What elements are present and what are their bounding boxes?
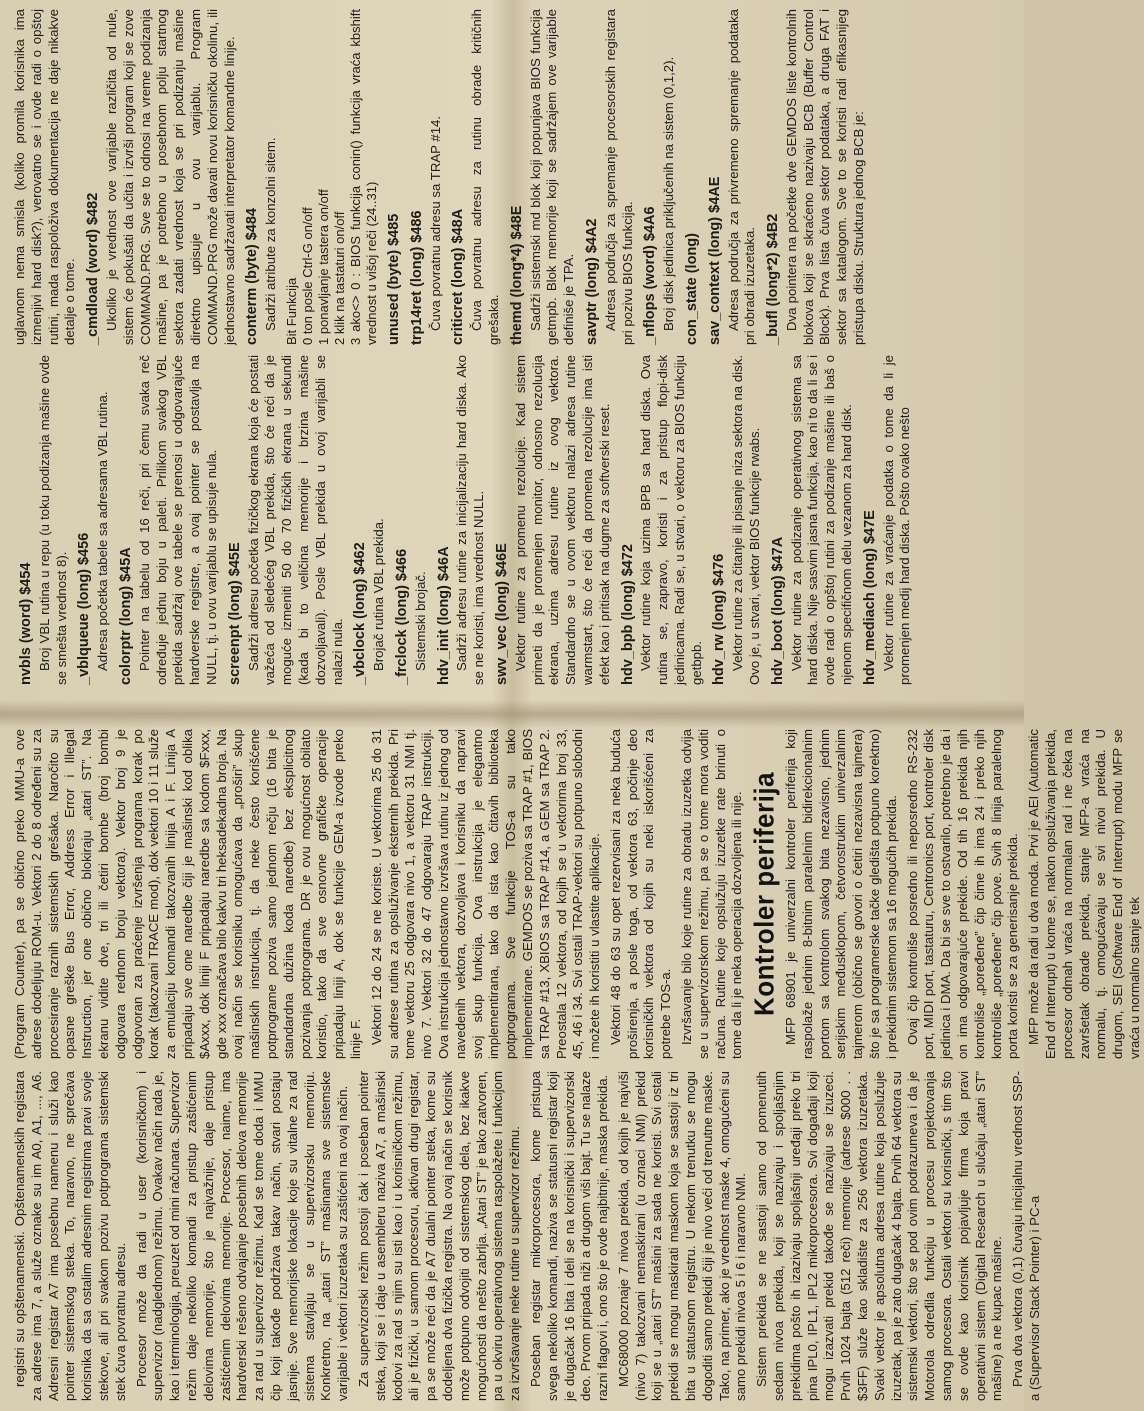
variable-heading: nvbls (word) $454: [18, 562, 34, 685]
variable-heading: _nflops (word) $4A6: [642, 206, 659, 345]
body-paragraph: Ovaj čip kontroliše posredno ili neposredno RS-232 port, MIDI port, tastaturu, Centronics port, kontroler disk jedinica i DMA. Da bi se sve to ostvarilo, potrebno je da i on ima odgovarajuće prekide. Od tih 16 prekida njih kontroliše „poređene” čip čime ih ima 24 i preko njih kontroliše „poređene” čip pove. Svih 8 linija paralelnog porta koristi se za generisanje prekida.: [904, 729, 1021, 1059]
body-paragraph: Vektor rutine za vraćanje podatka o tome da li je promenjen medij hard diska. Pošto ovako nešto: [880, 355, 913, 685]
variable-heading: themd (long*4) $48E: [508, 205, 525, 345]
variable-heading: hdv_bpb (long) $472: [619, 544, 636, 685]
body-paragraph: Prva dva vektora (0,1) čuvaju inicijalnu vrednost SSP-a (Supervisor Stack Pointer) i PC-a: [1010, 1071, 1043, 1401]
body-paragraph: Sadrži adresu početka fizičkog ekrana koja će postati važeća od sledećeg VBL prekida, što će reći da je moguće izmeniti 50 do 70 fizičkih ekrana u sekundi (kada bi to veličina memorije i brzina mašine dozvoljavali). Posle VBL prekida u ovoj varijabli se nalazi nula.: [245, 355, 345, 685]
body-paragraph: Adresa područja za spremanje procesorskih registara pri pozivu BIOS funkcija.: [602, 9, 635, 345]
body-paragraph: Čuva povratnu adresu za rutinu obrade kritičnih grešaka.: [469, 9, 501, 345]
body-paragraph: Sistemski brojač.: [412, 571, 428, 671]
body-paragraph: (Program Counter), pa se obično preko MMU-a ove adrese dodeljuju ROM-u. Vektori 2 do 8 određeni su za procesiranje raznih sistemskih grešaka. Naročito su opasne greške Bus Error, Address Error i Illegal Instruction, jer one obično blokiraju „atari ST”. Na ekranu vidite dve, tri ili četiri bombe (broj bombi odgovara rednom broju vektora). Vektor broj 9 je odgovoran za praćenje izvršenja programa korak po korak (takozvani TRACE mod), dok vektori 10 i 11 služe za emulaciju komandi takozvanih linija A i F. Linija A pripadaju sve one naredbe čiji je mašinski kod oblika $Axxx, dok liniji F pripadaju naredbe sa kodom $Fxxx, gde xxx označava bilo kakvu tri heksadekadna broja. Na ovaj način se korisniku omogućava da „proširi” skup mašinskih instrukcija, tj. da neke često korišćene potprograme poziva samo jednom rečju (16 bita je standardna dužina koda naredbe) bez eksplicitnog pozivanja potprograma. DR je ovu mogućnost obilato koristio, tako da sve osnovne grafičke operacije pripadaju liniji A, dok se funkcije GEM-a izvode preko linije F.: [12, 729, 363, 1059]
body-paragraph: Izvršavanje bilo koje rutine za obradu izuzetka odvija se u supervizorskom režimu, pa se o tome mora voditi računa. Rutine koje opslužuju izuzetke rate brinuti o tome da li je neka operacija dozvoljena ili nije.: [679, 729, 745, 1059]
variable-heading: _vbclock (long) $462: [352, 542, 369, 685]
body-paragraph: Dva pointera na početke dve GEMDOS liste kontrolnih blokova koji se skraćeno nazivaju BCB (Buffer Control Block). Prva lista čuva sektor podataka, a druga FAT i sektor sa katalogom. Sve to se koristi radi efikasnijeg pristupa disku. Struktura jednog BCB je:: [783, 9, 867, 345]
body-paragraph: Pointer na tabelu od 16 reči, pri čemu svaka reč određuje jednu boju u paleti. Prilikom svakog VBL prekida sadržaj ove tabele se prenosi u odgovarajuće hardverske registre, a ovaj pointer se postavlja na NULL, tj. u ovu varijablu se upisuje nula.: [136, 355, 219, 685]
variable-heading: conterm (byte) $484: [244, 208, 261, 345]
bit-table-row: 0 ton posle Ctrl-G on/off: [299, 207, 315, 345]
column-2: [12, 729, 1142, 1059]
variable-heading: savptr (long) $4A2: [583, 218, 600, 345]
variable-heading: hdv_boot (long) $47A: [769, 536, 786, 685]
bit-function-table: [284, 9, 380, 345]
body-paragraph: Sadrži atribute za konzolni sitem.: [263, 137, 279, 331]
variable-heading: hdv_init (long) $46A: [435, 546, 452, 685]
body-paragraph: Broj VBL rutina u repu (u toku podizanja mašine ovde se smešta vrednost 8).: [36, 355, 69, 685]
body-paragraph: MFP 68901 je univerzalni kontroler periferija koji raspolaže jednim 8-bitnim paralelnim bidirekcionalnim portom sa kontrolom svakog bita nezavisno, jednim serijskim međusklopom, četvorostrukim univerzalnim tajmerom (obično se govori o četiri nezavisna tajmera) što je sa programerske tačke gledišta potpuno korektno) i prekidnim sistemom sa 16 mogućih prekida.: [783, 729, 899, 1059]
body-paragraph: Vektor rutine za čitanje ili pisanje niza sektora na disk. Ovo je, u stvari, vektor BIOS funkcije rwabs.: [730, 355, 763, 685]
body-paragraph: Vektori 48 do 63 su opet rezervisani za neka buduća proširenja, a posle toga, od vektora 63, počinje deo korisničkih vektora od kojih su neki iskorišćeni za potrebe TOS-a.: [607, 729, 674, 1059]
body-paragraph: Sistem prekida se ne sastoji samo od pomenutih sedam nivoa prekida, koji se nazivaju i spoljašnjim prekidima pošto ih izazivaju spoljašnji uređaji preko tri pina IPL0, IPL1, IPL2 mikroprocesora. Svi događaji koji mogu izazvati prekid takođe se nazivaju se izuzeci. Prvih 1024 bajta (512 reči) memorije (adrese $000 . . $3FF) služe kao skladište za 256 vektora izuzetaka. Svaki vektor je apsolutna adresa rutine koja poslužuje izuzetak, pa je zato dugačak 4 bajta. Prvih 64 vektora su sistemski vektori, što se pod ovim podrazumeva i da je Motorola određila funkciju u procesu projektovanja samog procesora. Ostali vektori su korisnički, s tim što se ovde kao korisnik pojavljuje firma koja pravi operativni sistem (Digital Research u slučaju „atari ST” mašine) a ne kupac mašine.: [754, 1071, 1005, 1401]
variable-heading: sav_context (long) $4AE: [706, 176, 723, 345]
column-3: [12, 355, 1014, 685]
variable-heading: _cmdload (word) $482: [85, 192, 102, 345]
variable-heading: trp14ret (long) $486: [408, 210, 425, 345]
body-paragraph: Ukoliko je vrednost ove varijable različita od nule, sistem će pokušati da učita i izvrši program koji se zove COMMAND.PRG. Sve se to odnosi na vreme podizanja mašine, pa je potrebno u posebnom polju startnog sektora zadati vrednost koja se pri podizanju mašine direktno upisuje u ovu varijablu. Program COMMAND.PRG može davati novu korisničku okolinu, ili jednostavno sadržavati interpretator komandne linije.: [103, 9, 237, 345]
body-paragraph: MFP može da radi u dva moda. Prvi je AEI (Automatic End of Interrupt) u kome se, nakon opsluživanja prekida, procesor odmah vraća na normalan rad i ne čeka na završetak obrade prekida, stanje MFP-a vraća na normalu, tj. omogućavaju se svi nivoi prekida. U drugom, SEI (Software End of Interrupt) modu MFP se vraća u normalno stanje tek: [1026, 729, 1142, 1059]
body-paragraph: Broj disk jedinica priključenih na sistem (0,1,2).: [661, 56, 677, 331]
variable-heading: _bufl (long*2) $4B2: [765, 213, 782, 345]
body-paragraph: Vektori 12 do 24 se ne koriste. U vektorima 25 do 31 su adrese rutina za opsluživanje eksternih prekida. Pri tome vektoru 25 odgovara nivo 1, a vektoru 31 NMI tj. nivo 7. Vektori 32 do 47 odgovaraju TRAP instrukciji. Ova instrukcija jednostavno izvršava rutinu iz jednog od navedenih vektora, dozvoljava i korisniku da napravi svoj skup funkcija. Ova instrukcija je elegantno implementirana, tako da ista kao čitavih biblioteka potprograma. Sve funkcije TOS-a su tako implementirane. GEMDOS se poziva sa TRAP #1, BIOS sa TRAP #13, XBIOS sa TRAP #14, a GEM sa TRAP 2. Preostala 12 vektora, od kojih se u vektorima broj 33, 45, 46 i 34. Svi ostali TRAP-vektori su potpuno slobodni i možete ih koristiti u vlastite aplikacije.: [368, 729, 603, 1059]
variable-heading: unused (byte) $485: [385, 213, 402, 345]
column-1: [12, 1071, 1043, 1401]
variable-heading: criticret (long) $48A: [450, 208, 467, 345]
bit-table-row: 1 ponavljanje tastera on/off: [315, 189, 331, 345]
variable-heading: hdv_rw (long) $476: [711, 553, 728, 685]
body-paragraph: Sadrži adresu rutine za inicijalizaciju hard diska. Ako se ne koristi, ima vrednost NULL.: [454, 355, 487, 685]
section-headline: Kontroler periferija: [748, 771, 780, 1017]
body-paragraph: Čuva povratnu adresu sa TRAP #14.: [427, 115, 443, 331]
bit-table-row: 2 klik na tastaturi on/off: [331, 211, 347, 345]
body-paragraph: Brojač rutina VBL prekida.: [371, 518, 387, 671]
body-paragraph: MC68000 poznaje 7 nivoa prekida, od kojih je najviši (nivo 7) takozvani nemaskirani (u oznaci NMI) prekid koji se u „atari ST” mašini za sada ne koristi. Svi ostali prekidi se mogu maskirati maskom koja se sastoji iz tri bita u statusnom registru. U nekom trenutku se mogu dogoditi samo prekidi čiji je nivo veći od trenutne maske. Tako, na primer, ako je vrednost maske 4, omogućeni su samo prekidi nivoa 5 i 6 i naravno NMI.: [615, 1071, 749, 1401]
body-paragraph: Adresa početka tabele sa adresama VBL rutina.: [95, 391, 111, 671]
body-paragraph: uglavnom nema smisla (koliko promila korisnika ima izmenjivi hard disk?), verovatno se i ovde radi o opštoj rutini, mada raspoloživa dokumentacija ne daje nikakve detalje o tome.: [12, 9, 78, 345]
body-paragraph: Vektor rutine za promenu rezolucije. Kad sistem primeti da je promenjen monitor, odnosno rezolucija ekrana, uzima adresu rutine iz ovog vektora. Standardno se u ovom vektoru nalazi adresa rutine warmstart, što će reći da promena rezolucije ima isti efekt kao i pritisak na dugme za softverski reset.: [512, 355, 612, 685]
variable-heading: hdv_mediach (long) $47E: [861, 510, 878, 685]
variable-heading: screenpt (long) $45E: [226, 542, 243, 685]
column-4: [12, 9, 1014, 345]
bit-table-row: Bit Funkcija: [283, 277, 299, 345]
body-paragraph: Procesor može da radi u user (korisničkom) i supervizor (nadglednom) režimu. Ovakav način rada je, kao i terminologija, preuzet od mini računara. Supervizor režim daje nekoliko komandi za pristup zaštićenim delovima memorije, što je najvažnije, daje pristup zaštićenim delovima memorije. Procesor, naime, ima hardverski rešeno odvajanje posebnih delova memorije za rad u supervizor režimu. Kad se tome doda i MMU čip koji takođe podržava takav način, stvari postaju jasnije. Sve memorijske lokacije koje su vitalne za rad sistema stavljaju se u supervizorsku memoriju. Konkretno, na „atari ST” mašinama sve sistemske varijable i vektori izuzetaka su zaštićeni na ovaj način.: [133, 1071, 351, 1401]
body-paragraph: Vektor rutine za podizanje operativnog sistema sa hard diska. Nije sasvim jasna funkcija, kao ni to da li se i ovde radi o opštoj rutini za podizanje mašine ili baš o njenom specifičnom delu vezanom za hard disk.: [788, 355, 855, 685]
variable-heading: colorptr (long) $45A: [117, 547, 134, 685]
variable-heading: _vblqueue (long) $456: [76, 532, 93, 685]
variable-heading: con_state (long): [683, 233, 700, 345]
body-paragraph: Adresa područja za privremeno spremanje podataka pri obradi izuzetaka.: [725, 9, 758, 345]
body-paragraph: Poseban registar mikroprocesora, kome pristupa svega nekoliko komandi, naziva se statusni registar koji je dugačak 16 bita i deli se na korisnički i supervizorski deo. Prvom pripada niži a drugom viši bajt. Tu se nalaze razni flagovi i, ono što je ovde najbitnije, maska prekida.: [527, 1071, 611, 1401]
variable-heading: _frclock (long) $466: [393, 548, 410, 685]
bit-table-row: 3 ako<> 0 : BIOS funkcija conin() funkcija vraća kbshift vrednost u višoj reči (24..31): [347, 9, 379, 345]
body-paragraph: registri su opštenamenski. Opštenamenskih registara za adrese ima 7, a služe oznake su im A0, A1, ..., A6. Adresni registar A7 ima posebnu namenu i služi kao pointer sistemskog steka. To, naravno, ne sprečava korisnika da sa ostalim adresnim registrima pravi svoje stekove, ali pri svakom pozivu potprograma sistemski stek čuva povratnu adresu.: [12, 1071, 128, 1401]
body-paragraph: Vektor rutine koja uzima BPB sa hard diska. Ova rutina se, zapravo, koristi i za pristup flopi-disk jedinicama. Radi se, u stvari, o vektoru za BIOS funkciju getbpb.: [638, 355, 704, 685]
body-paragraph: Za supervizorski režim postoji čak i poseban pointer steka, koji se i daje u asembleru naziva A7, a mašinski kodovi za rad s njim su isti kao i u korisničkom režimu, ali je fizički, u samom procesoru, aktivan drugi registar, pa se može reći da je A7 dualni pointer steka, kome su dodeljena dva fizička registra. Na ovaj način se korisnik može potpuno odvojiti od sistemskog dela, bez ikakve mogućnosti da nešto zabrlja. „Atari ST” je tako zatvoren, pa u okviru operativnog sistema raspolažete i funkcijom za izvršavanje neke rutine u supervizor režimu.: [355, 1071, 523, 1401]
variable-heading: swv_vec (long) $46E: [493, 543, 510, 685]
body-paragraph: Sadrži sistemski md blok koji popunjava BIOS funkcija getmpb. Blok memorije koji se sadržajem ove varijable definiše je TPA.: [527, 9, 577, 345]
